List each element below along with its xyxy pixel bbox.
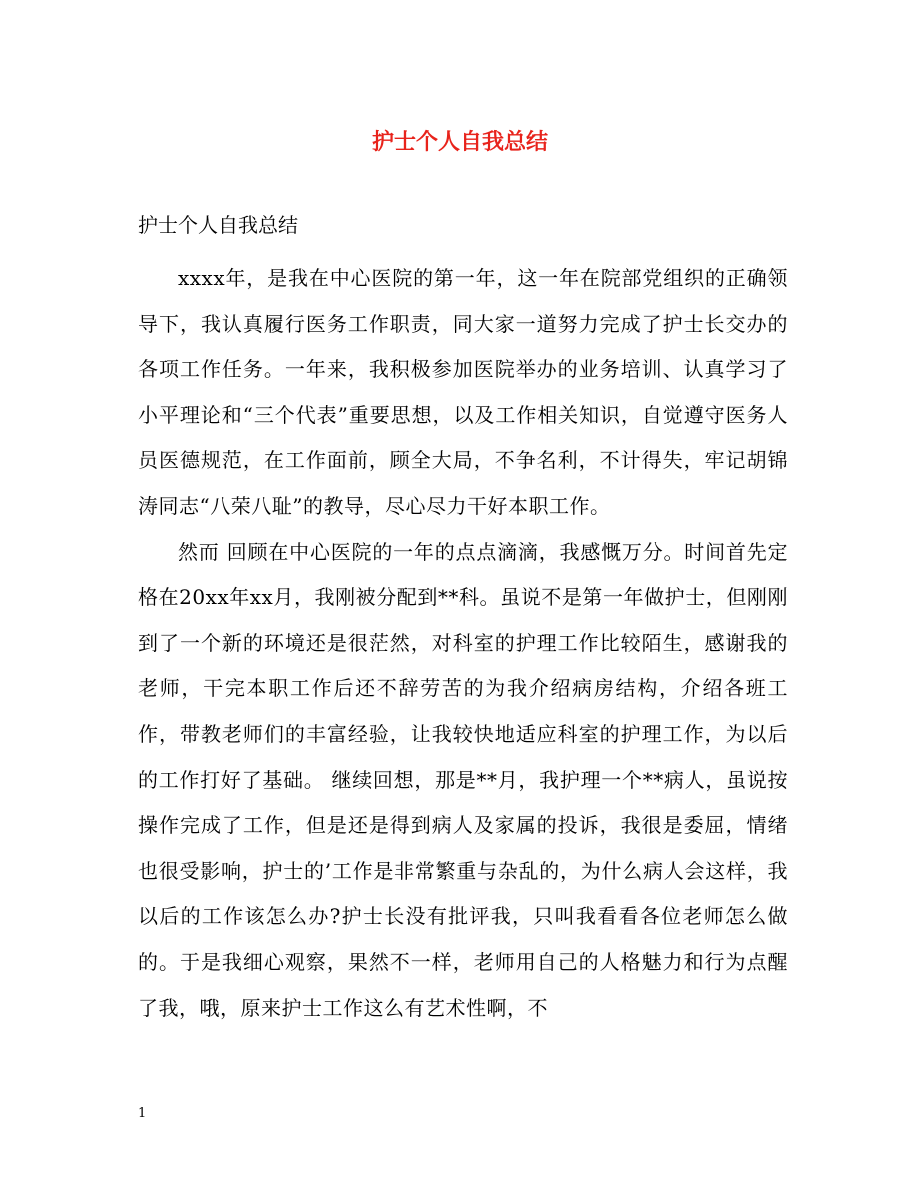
paragraph-1: xxxx年，是我在中心医院的第一年，这一年在院部党组织的正确领导下，我认真履行医务工作职责，同大家一道努力完成了护士长交办的各项工作任务。一年来，我积极参加医院举办的业务培训、认真学习了小平理论和“三个代表”重要思想，以及工作相关知识，自觉遵守医务人员医德规范，在工作面前，顾全大局，不争名利，不计得失，牢记胡锦涛同志“八荣八耻”的教导，尽心尽力干好本职工作。: [138, 266, 788, 518]
document-body: [138, 256, 788, 1031]
document-subtitle: 护士个人自我总结: [138, 213, 298, 237]
paragraph-2: 然而 回顾在中心医院的一年的点点滴滴，我感慨万分。时间首先定格在20xx年xx月，我刚被分配到**科。虽说不是第一年做护士，但刚刚到了一个新的环境还是很茫然，对科室的护理工作比较陌生，感谢我的老师，干完本职工作后还不辞劳苦的为我介绍病房结构，介绍各班工作，带教老师们的丰富经验，让我较快地适应科室的护理工作，为以后的工作打好了基础。 继续回想，那是**月，我护理一个**病人，虽说按操作完成了工作，但是还是得到病人及家属的投诉，我很是委屈，情绪也很受影响，护士的’工作是非常繁重与杂乱的，为什么病人会这样，我以后的工作该怎么办?护士长没有批评我，只叫我看看各位老师怎么做的。于是我细心观察，果然不一样，老师用自己的人格魅力和行为点醒了我，哦，原来护士工作这么有艺术性啊，不: [138, 539, 788, 1020]
page-number: 1: [138, 1106, 147, 1121]
document-title: 护士个人自我总结: [371, 129, 548, 155]
